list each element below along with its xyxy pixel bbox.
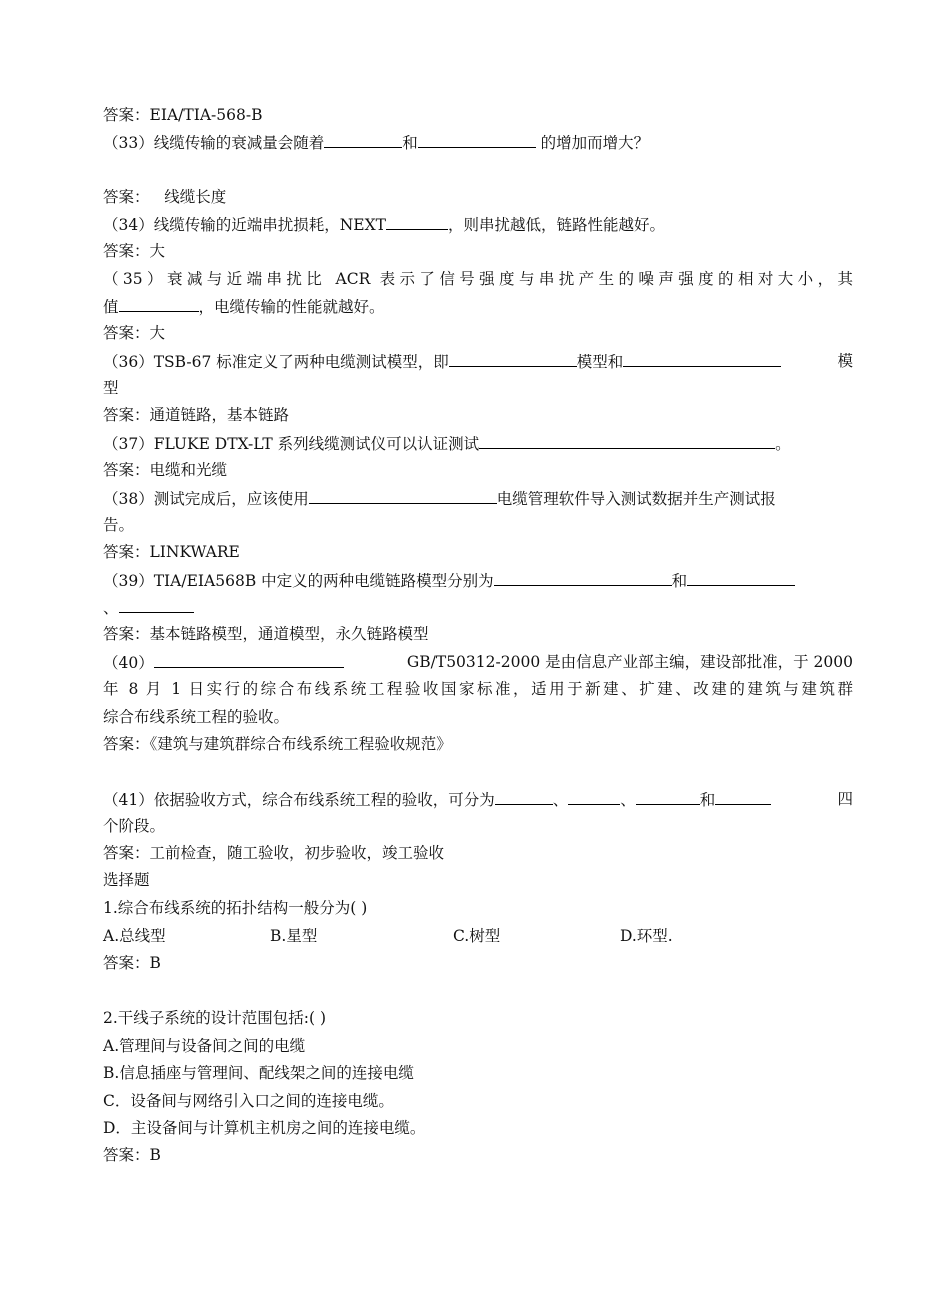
mc-question-2: 2.干线子系统的设计范围包括:( ) bbox=[103, 1009, 327, 1027]
question-38-line1: （38）测试完成后，应该使用 电缆管理软件导入测试数据并生产测试报 bbox=[103, 490, 776, 508]
mc-question-1-options bbox=[103, 926, 853, 946]
option-b: B.星型 bbox=[270, 927, 318, 945]
fill-blank bbox=[715, 789, 771, 805]
question-35-line1: （35）衰减与近端串扰比 ACR 表示了信号强度与串扰产生的噪声强度的相对大小，其 bbox=[103, 270, 853, 288]
fill-blank bbox=[687, 570, 795, 586]
option-b: B.信息插座与管理间、配线架之间的连接电缆 bbox=[103, 1064, 414, 1082]
answer-line: 答案：《建筑与建筑群综合布线系统工程验收规范》 bbox=[103, 735, 452, 753]
question-35-line2: 值 ，电缆传输的性能就越好。 bbox=[103, 298, 385, 316]
fill-blank bbox=[119, 597, 194, 613]
answer-line: 答案：EIA/TIA-568-B bbox=[103, 106, 263, 124]
fill-blank bbox=[636, 789, 700, 805]
question-40-line2: 年 8 月 1 日实行的综合布线系统工程验收国家标准，适用于新建、扩建、改建的建筑与建筑群 bbox=[103, 680, 853, 698]
question-41-line2: 个阶段。 bbox=[103, 817, 166, 835]
fill-blank bbox=[154, 652, 344, 668]
section-heading: 选择题 bbox=[103, 871, 150, 889]
option-c: C．设备间与网络引入口之间的连接电缆。 bbox=[103, 1092, 394, 1110]
question-33: （33）线缆传输的衰减量会随着 和 的增加而增大？ bbox=[103, 134, 650, 152]
answer-line: 答案：通道链路，基本链路 bbox=[103, 406, 290, 424]
fill-blank bbox=[449, 351, 577, 367]
answer-line: 答案：B bbox=[103, 1146, 161, 1164]
question-39-line1: （39）TIA/EIA568B 中定义的两种电缆链路模型分别为 和 bbox=[103, 570, 853, 590]
fill-blank bbox=[494, 570, 672, 586]
answer-line: 答案：电缆和光缆 bbox=[103, 461, 228, 479]
fill-blank bbox=[324, 132, 402, 148]
question-34: （34）线缆传输的近端串扰损耗，NEXT ，则串扰越低，链路性能越好。 bbox=[103, 216, 665, 234]
question-40-line1: （40） GB/T50312-2000 是由信息产业部主编，建设部批准，于 2000 bbox=[103, 653, 853, 672]
fill-blank bbox=[418, 132, 536, 148]
fill-blank bbox=[479, 433, 775, 449]
answer-line: 答案：基本链路模型，通道模型，永久链路模型 bbox=[103, 625, 429, 643]
fill-blank bbox=[623, 351, 781, 367]
question-37: （37）FLUKE DTX-LT 系列线缆测试仪可以认证测试 。 bbox=[103, 435, 791, 453]
fill-blank bbox=[309, 488, 497, 504]
answer-line: 答案：B bbox=[103, 954, 161, 972]
mc-question-1: 1.综合布线系统的拓扑结构一般分为( ) bbox=[103, 899, 368, 917]
question-39-line2: 、 bbox=[103, 597, 194, 617]
answer-line: 答案：大 bbox=[103, 324, 166, 342]
question-38-line2: 告。 bbox=[103, 516, 135, 534]
question-36-line1: （36）TSB-67 标准定义了两种电缆测试模型，即 模型和 模 bbox=[103, 352, 853, 371]
question-41-line1: （41）依据验收方式，综合布线系统工程的验收，可分为 、 、 和 四 bbox=[103, 790, 853, 809]
fill-blank bbox=[119, 296, 199, 312]
fill-blank bbox=[568, 789, 620, 805]
answer-line: 答案：工前检查，随工验收，初步验收，竣工验收 bbox=[103, 844, 445, 862]
question-40-line3: 综合布线系统工程的验收。 bbox=[103, 708, 290, 726]
option-c: C.树型 bbox=[453, 927, 501, 945]
answer-line: 答案：LINKWARE bbox=[103, 543, 240, 561]
option-d: D．主设备间与计算机主机房之间的连接电缆。 bbox=[103, 1119, 426, 1137]
option-a: A.总线型 bbox=[103, 927, 166, 945]
question-36-line2: 型 bbox=[103, 379, 119, 397]
fill-blank bbox=[386, 214, 448, 230]
option-a: A.管理间与设备间之间的电缆 bbox=[103, 1037, 306, 1055]
fill-blank bbox=[495, 789, 553, 805]
answer-line: 答案：大 bbox=[103, 242, 166, 260]
answer-line: 答案： 线缆长度 bbox=[103, 188, 227, 206]
option-d: D.环型. bbox=[620, 927, 673, 945]
